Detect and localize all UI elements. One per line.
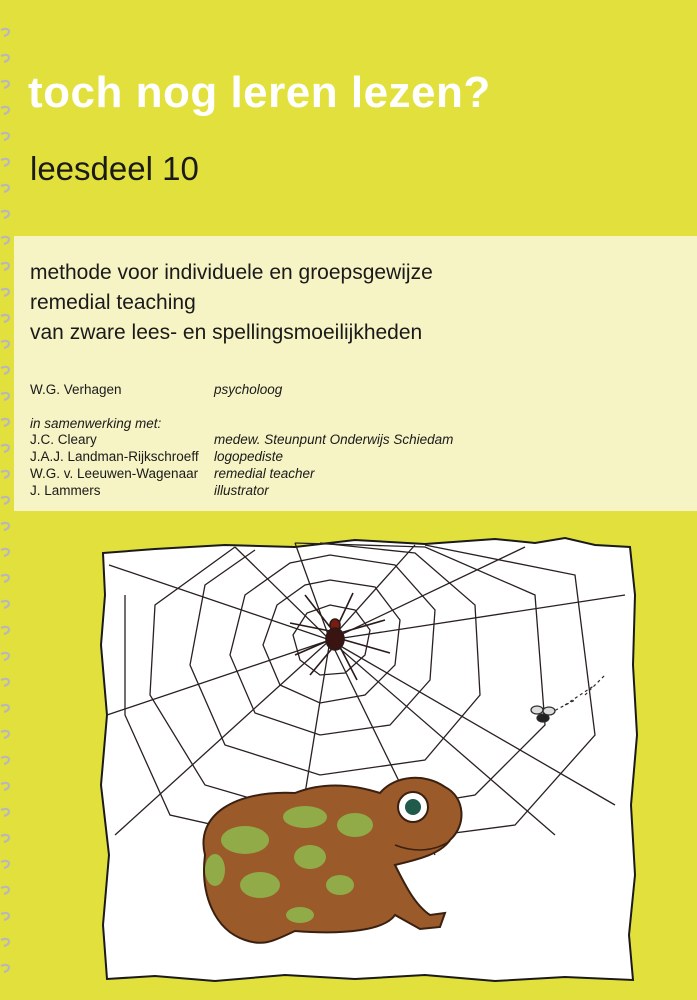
collaborator-name: J. Lammers bbox=[30, 483, 101, 498]
spiral-ring bbox=[1, 315, 9, 322]
spiral-ring bbox=[1, 549, 9, 556]
spiral-ring bbox=[1, 783, 9, 790]
spiral-ring bbox=[1, 965, 9, 972]
spiral-ring bbox=[1, 913, 9, 920]
spiral-ring bbox=[1, 575, 9, 582]
spiral-ring bbox=[1, 107, 9, 114]
spiral-ring bbox=[1, 237, 9, 244]
description-line: van zware lees- en spellingsmoeilijkheden bbox=[30, 321, 423, 344]
spiral-ring bbox=[1, 809, 9, 816]
spiral-ring bbox=[1, 939, 9, 946]
spiral-ring bbox=[1, 419, 9, 426]
spiral-ring bbox=[1, 835, 9, 842]
collaborator-name: J.C. Cleary bbox=[30, 432, 97, 447]
spiral-ring bbox=[1, 627, 9, 634]
spiral-ring bbox=[1, 393, 9, 400]
spiral-ring bbox=[1, 705, 9, 712]
spiral-ring bbox=[1, 81, 9, 88]
spiral-ring bbox=[1, 289, 9, 296]
spiral-ring bbox=[1, 367, 9, 374]
description-line: remedial teaching bbox=[30, 291, 196, 314]
spiral-binding bbox=[0, 20, 14, 990]
volume-label: leesdeel 10 bbox=[30, 150, 199, 187]
collaboration-label: in samenwerking met: bbox=[30, 416, 162, 431]
spiral-ring bbox=[1, 341, 9, 348]
author-name: W.G. Verhagen bbox=[30, 382, 122, 397]
spiral-ring bbox=[1, 601, 9, 608]
spiral-ring bbox=[1, 731, 9, 738]
spiral-ring bbox=[1, 29, 9, 36]
spiral-ring bbox=[1, 133, 9, 140]
spiral-ring bbox=[1, 497, 9, 504]
spiral-ring bbox=[1, 263, 9, 270]
spiral-ring bbox=[1, 861, 9, 868]
spiral-ring bbox=[1, 159, 9, 166]
spiral-ring bbox=[1, 55, 9, 62]
spiral-ring bbox=[1, 679, 9, 686]
spiral-ring bbox=[1, 471, 9, 478]
collaborator-role: remedial teacher bbox=[214, 466, 315, 481]
cover-illustration bbox=[95, 535, 640, 985]
spiral-ring bbox=[1, 445, 9, 452]
spiral-ring bbox=[1, 211, 9, 218]
method-description bbox=[30, 258, 433, 348]
spiral-ring bbox=[1, 185, 9, 192]
description-line: methode voor individuele en groepsgewijze bbox=[30, 261, 433, 284]
collaborator-name: J.A.J. Landman-Rijkschroeff bbox=[30, 449, 199, 464]
cover-title: toch nog leren lezen? bbox=[28, 68, 491, 117]
collaborator-role: medew. Steunpunt Onderwijs Schiedam bbox=[214, 432, 454, 447]
spiral-ring bbox=[1, 757, 9, 764]
spiral-ring bbox=[1, 523, 9, 530]
spiral-ring bbox=[1, 653, 9, 660]
collaborator-role: illustrator bbox=[214, 483, 269, 498]
collaborator-role: logopediste bbox=[214, 449, 284, 464]
author-role: psycholoog bbox=[214, 382, 283, 397]
collaborator-name: W.G. v. Leeuwen-Wagenaar bbox=[30, 466, 199, 481]
spiral-ring bbox=[1, 887, 9, 894]
